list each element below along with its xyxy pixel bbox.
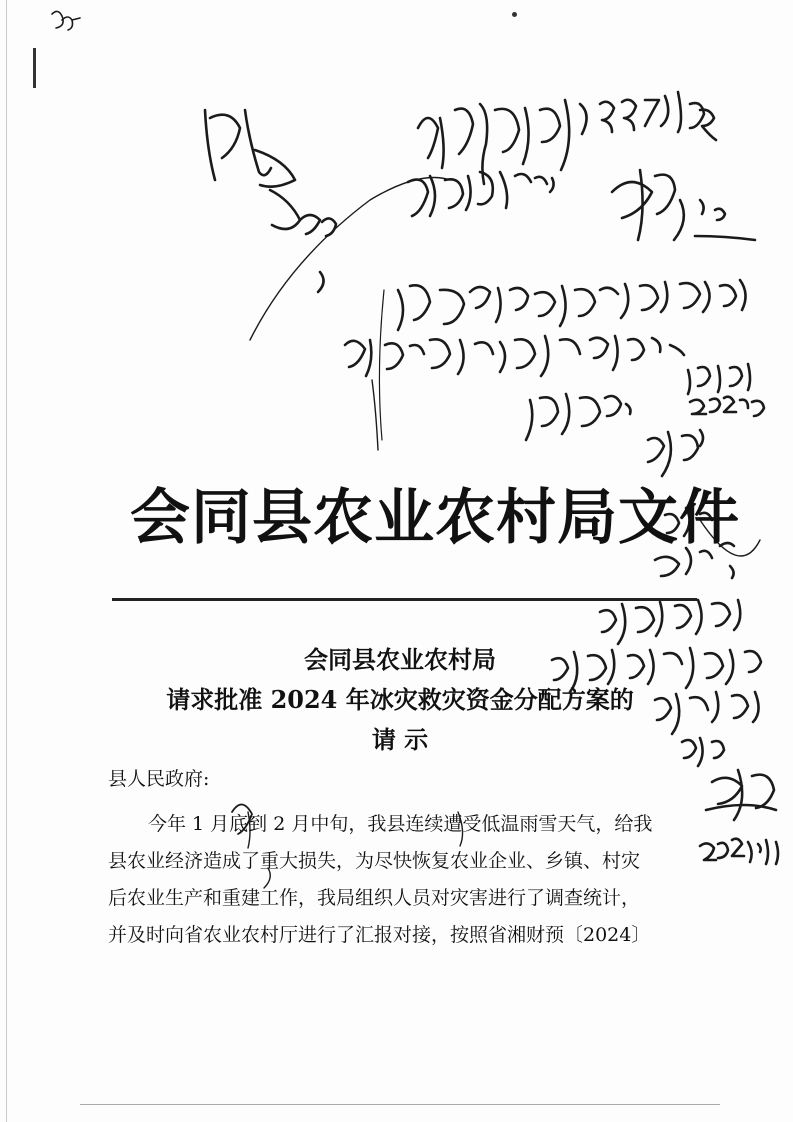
body-line: 后农业生产和重建工作，我局组织人员对灾害进行了调查统计，: [108, 887, 641, 909]
page-edge-shadow: [6, 0, 7, 1122]
page-bottom-edge: [80, 1104, 720, 1105]
title-line: 请求批准 2024 年冰灾救灾资金分配方案的: [166, 685, 634, 714]
body-line: 县农业经济造成了重大损失，为尽快恢复农业企业、乡镇、村灾: [108, 850, 641, 872]
body-paragraph: [108, 806, 693, 954]
binding-mark: [33, 48, 36, 88]
staple-dot: [512, 12, 517, 17]
title-line: 会同县农业农村局: [304, 645, 496, 674]
body-line: 并及时向省农业农村厅进行了汇报对接，按照省湘财预〔2024〕: [108, 924, 651, 946]
document-masthead: 会同县农业农村局文件: [130, 483, 740, 553]
salutation: 县人民政府:: [108, 768, 210, 790]
title-line: 请 示: [371, 725, 429, 754]
document-title: [100, 640, 700, 760]
masthead-rule: [112, 598, 697, 601]
body-line: 今年 1 月底到 2 月中旬，我县连续遭受低温雨雪天气，给我: [148, 813, 653, 835]
